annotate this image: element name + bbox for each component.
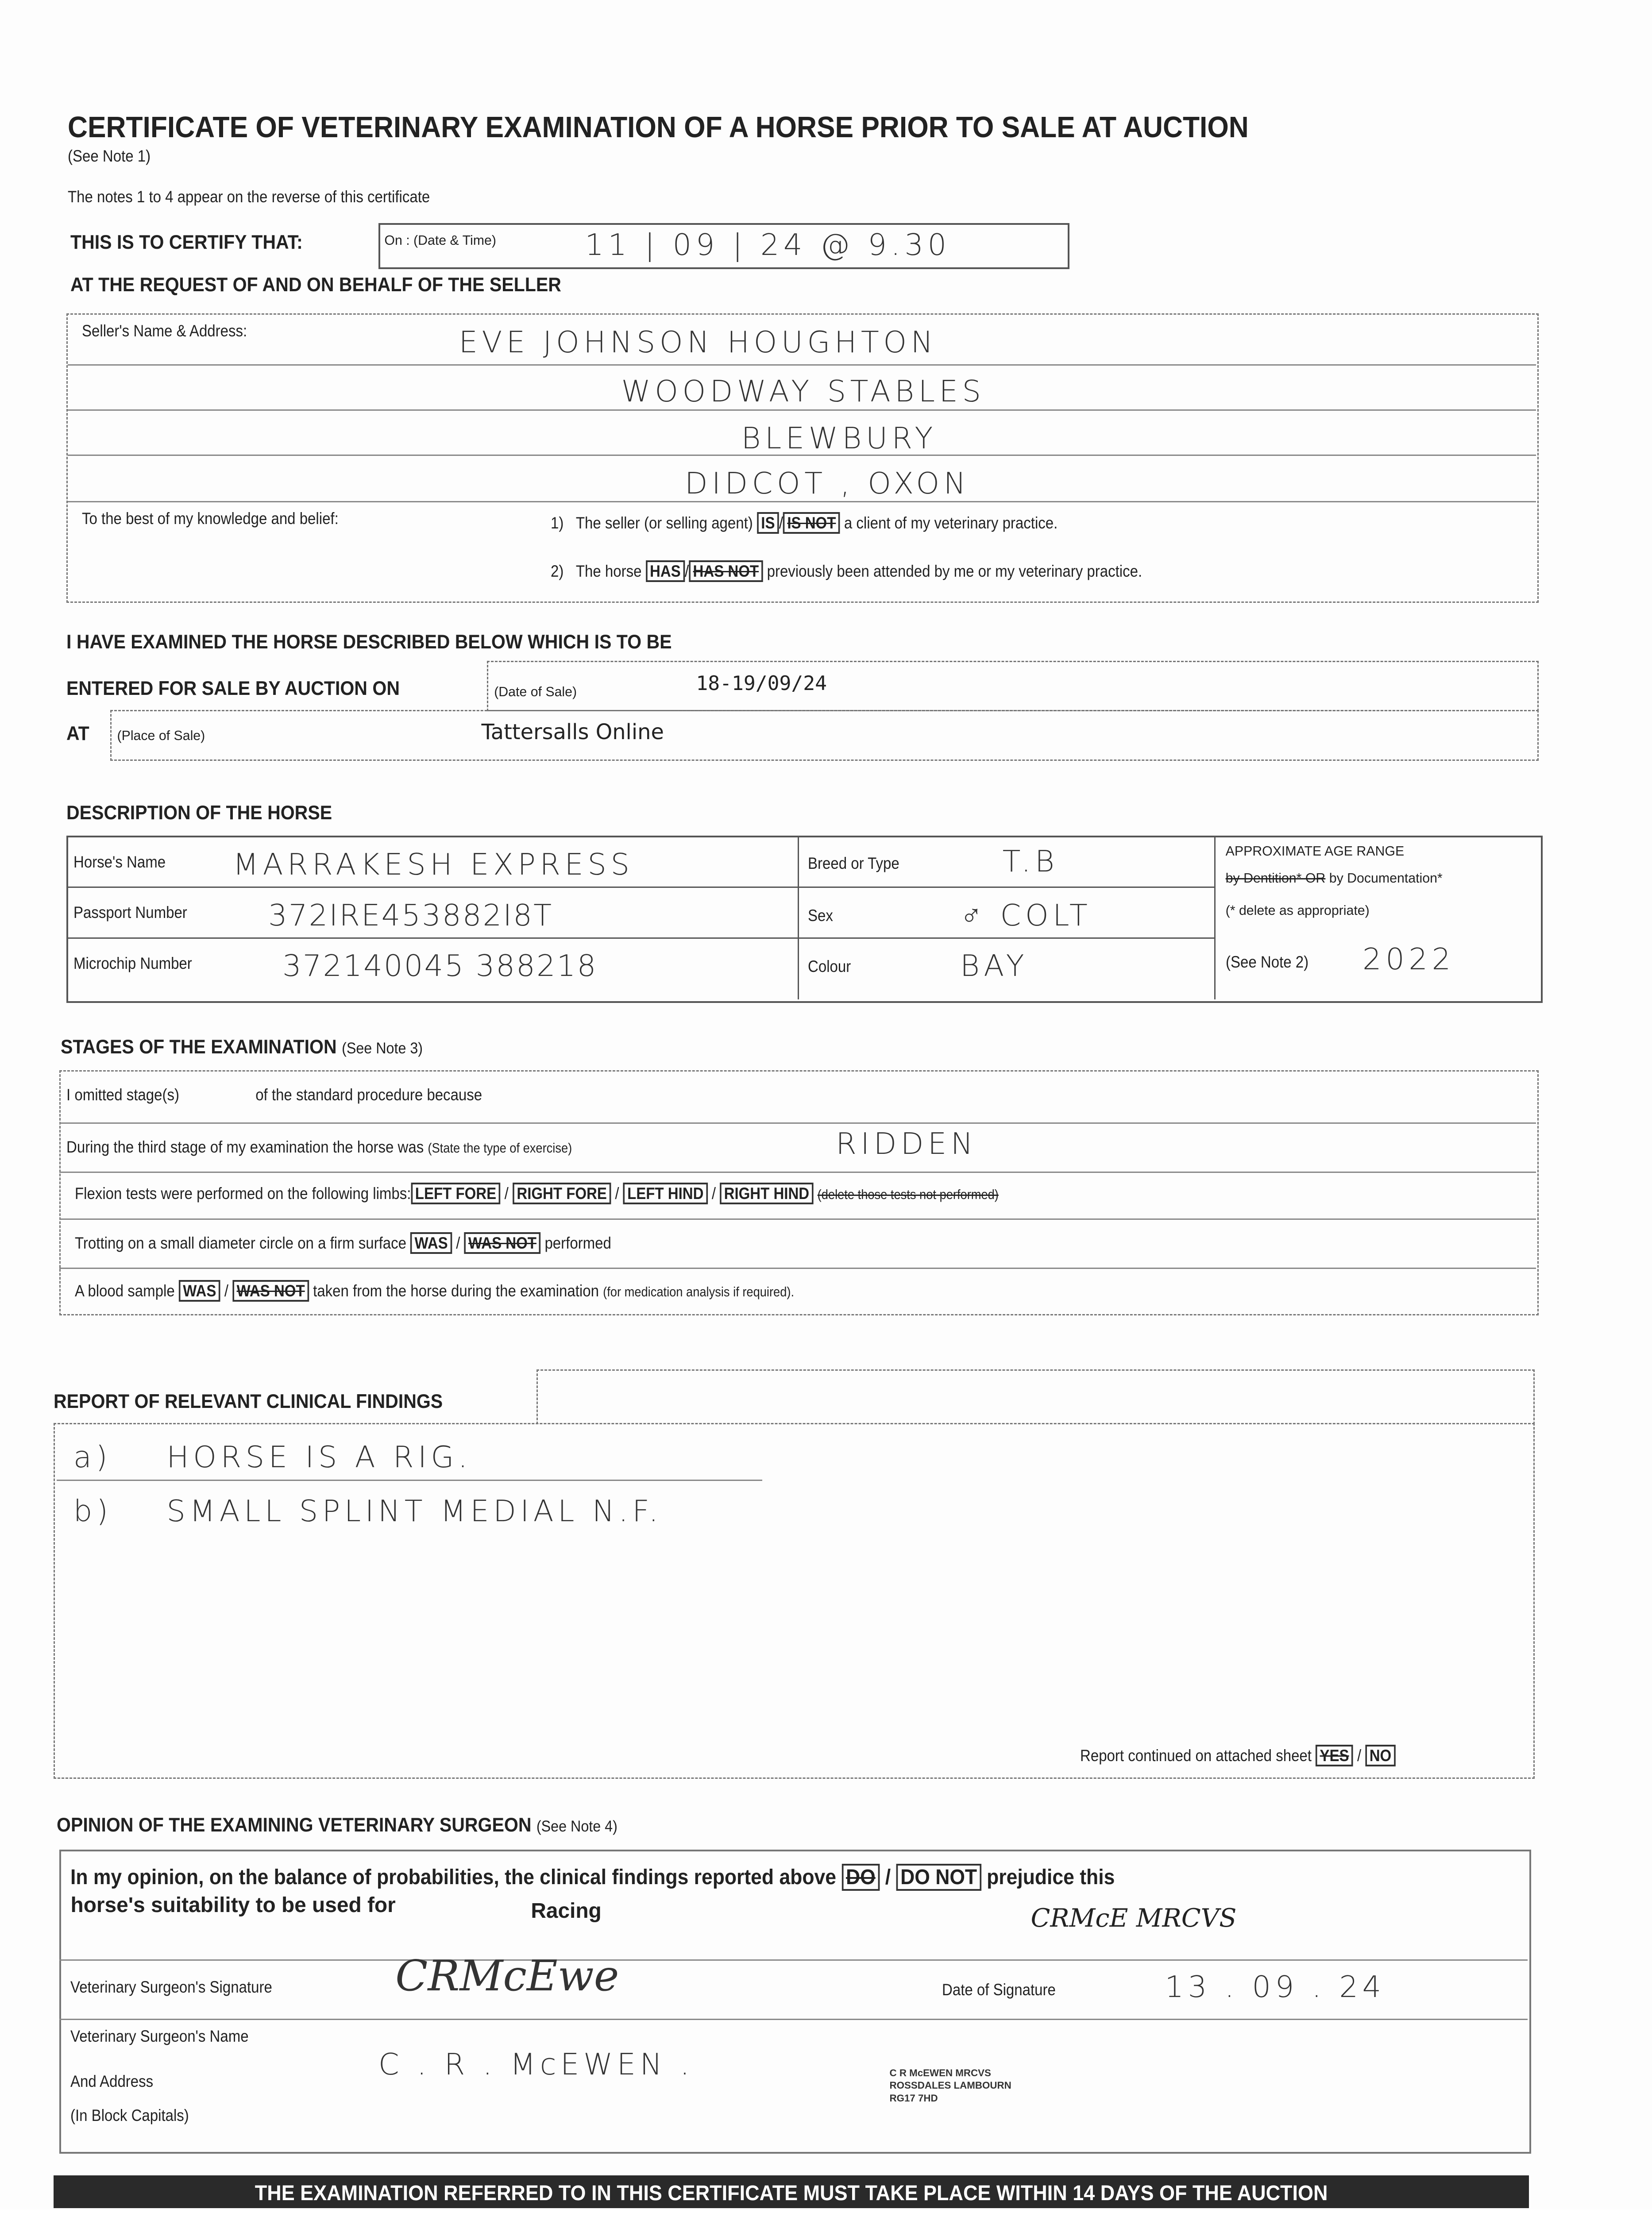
footer-bar (54, 2175, 1529, 2208)
request-label: AT THE REQUEST OF AND ON BEHALF OF THE SELLER (70, 274, 562, 296)
colour-value[interactable]: BAY (960, 948, 1029, 983)
seller-line-4[interactable]: DIDCOT , OXON (685, 466, 970, 501)
stages-heading: STAGES OF THE EXAMINATION (See Note 3) (61, 1036, 423, 1058)
place-of-sale-field[interactable]: (Place of Sale) Tattersalls Online (110, 710, 1539, 760)
passport-value[interactable]: 372IRE453882I8T (268, 898, 553, 933)
trot-row: Trotting on a small diameter circle on a firm surface WAS / WAS NOT performed (75, 1234, 611, 1253)
signature-date[interactable]: 13 . 09 . 24 (1165, 1969, 1386, 2004)
no-option[interactable]: NO (1365, 1745, 1395, 1766)
see-note-1: (See Note 1) (68, 147, 151, 165)
seller-line-2[interactable]: WOODWAY STABLES (621, 374, 985, 409)
seller-line-3[interactable]: BLEWBURY (741, 420, 937, 455)
left-hind-option[interactable]: LEFT HIND (623, 1183, 708, 1204)
certify-label: THIS IS TO CERTIFY THAT: (70, 231, 303, 254)
knowledge-label: To the best of my knowledge and belief: (82, 509, 339, 528)
date-time-label: On : (Date & Time) (384, 233, 496, 248)
knowledge-item-2: 2) The horse HAS / HAS NOT previously been attended by me or my veterinary practice. (551, 562, 1142, 581)
has-not-option[interactable]: HAS NOT (689, 560, 763, 582)
practice-stamp: C R McEWEN MRCVS ROSSDALES LAMBOURN RG17 7HD (889, 2067, 1011, 2104)
at-label: AT (66, 723, 89, 745)
certificate-page: CERTIFICATE OF VETERINARY EXAMINATION OF A HORSE PRIOR TO SALE AT AUCTION (See Note 1) The notes 1 to 4 appear on the reverse of this certificate THIS IS TO CERTIFY THAT: On : (Date & Time) 11 | 09 | 24 @ 9.30 AT THE REQUEST OF AND ON BEHALF OF THE SELLER Seller's Name & Address: EVE JOHNSON HOUGHTON WOODWAY STABLES BLEWBURY DIDCOT , OXON To the best of my knowledge and belief: 1) The seller (or selling agent) IS / IS NOT a client of my veterinary practice. 2) The horse HAS / HAS NOT previously been attended by me or my veterinary practice. I HAVE EXAMINED THE HORSE DESCRIBED BELOW WHICH IS TO BE ENTERED FOR SALE BY AUCTION ON (Date of Sale) 18-19/09/24 AT (Place of Sale) Tattersalls Online DESCRIPTION OF THE HORSE Horse's Name MARRAKESH EXPRESS Passport Number 372IRE453882I8T Microchip Number 372140045 388218 Breed or Type T.B Sex ♂ COLT Colour BAY APPROXIMATE AGE RANGE by Dentition* OR by Documentation* (* delete as appropriate) (See Note 2) 2022 STAGES OF THE EXAMINATION (See Note 3) I omitted stage(s) of the standard procedure because During the third stage of my examination the horse was (State the type of exercise) RIDDEN Flexion tests were performed on the following limbs: LEFT FORE / RIGHT FORE / LEFT HIND / RIGHT HIND (delete those tests not performed) Trotting on a small diameter circle on a firm surface WAS / WAS NOT performed A blood sample WAS / WAS NOT taken from the horse during the examination (for medication analysis if required). REPORT OF RELEVANT CLINICAL FINDINGS a) HORSE IS A RIG. b) SMALL SPLINT MEDIAL N.F. Report continued on attached sheet YES / NO OPINION OF THE EXAMINING VETERINARY SURGEON (See Note 4) In my opinion, on the balance of probabilities, the clinical findings reported above DO / DO NOT prejudice this horse's suitability to be used for Racing CRMcE MRCVS Veterinary Surgeon's Signature CRMcEwe Date of Signature 13 . 09 . 24 Veterinary Surgeon's Name And Address (In Block Capitals) C . R . McEWEN . C R McEWEN MRCVS ROSSDALES LAMBOURN RG17 7HD THE EXAMINATION REFERRED TO IN THIS CERTIFICATE MUST TAKE PLACE WITHIN 14 DAYS OF THE AUCTION (0, 0, 1652, 2209)
knowledge-item-1: 1) The seller (or selling agent) IS / IS NOT a client of my veterinary practice. (551, 514, 1058, 532)
right-hind-option[interactable]: RIGHT HIND (720, 1183, 813, 1204)
footer-text: THE EXAMINATION REFERRED TO IN THIS CERTIFICATE MUST TAKE PLACE WITHIN 14 DAYS OF THE AUCTION (255, 2182, 1328, 2205)
microchip-value[interactable]: 372140045 388218 (282, 948, 598, 983)
report-heading: REPORT OF RELEVANT CLINICAL FINDINGS (54, 1390, 443, 1412)
sale-heading: I HAVE EXAMINED THE HORSE DESCRIBED BELOW WHICH IS TO BE (66, 631, 672, 653)
flexion-row: Flexion tests were performed on the following limbs: LEFT FORE / RIGHT FORE / LEFT HIND / RIGHT HIND (delete those tests not performed) (75, 1184, 999, 1203)
has-option[interactable]: HAS (646, 560, 685, 582)
report-section (54, 1423, 1535, 1778)
yes-option[interactable]: YES (1316, 1745, 1353, 1766)
is-option[interactable]: IS (757, 512, 779, 534)
date-time-field[interactable] (378, 223, 1069, 269)
annotation: CRMcE MRCVS (1031, 1903, 1237, 1933)
seller-label: Seller's Name & Address: (82, 322, 247, 340)
sex-value[interactable]: ♂ COLT (960, 898, 1092, 933)
do-not-option[interactable]: DO NOT (896, 1864, 981, 1891)
page-title: CERTIFICATE OF VETERINARY EXAMINATION OF A HORSE PRIOR TO SALE AT AUCTION (68, 110, 1249, 144)
vet-name-value[interactable]: C . R . McEWEN . (378, 2047, 694, 2082)
sale-heading-2: ENTERED FOR SALE BY AUCTION ON (66, 678, 400, 700)
breed-value[interactable]: T.B (1002, 844, 1059, 879)
finding-b[interactable]: SMALL SPLINT MEDIAL N.F. (166, 1493, 663, 1528)
left-fore-option[interactable]: LEFT FORE (411, 1183, 501, 1204)
right-fore-option[interactable]: RIGHT FORE (513, 1183, 611, 1204)
date-of-sale-field[interactable]: (Date of Sale) 18-19/09/24 (487, 661, 1539, 711)
place-of-sale-value: Tattersalls Online (481, 720, 664, 744)
opinion-heading: OPINION OF THE EXAMINING VETERINARY SURGEON (See Note 4) (56, 1814, 618, 1836)
date-time-value: 11 | 09 | 24 @ 9.30 (585, 227, 951, 262)
date-of-sale-value: 18-19/09/24 (696, 672, 827, 695)
age-value[interactable]: 2022 (1363, 941, 1455, 976)
vet-signature[interactable]: CRMcEwe (395, 1951, 619, 2001)
blood-row: A blood sample WAS / WAS NOT taken from the horse during the examination (for medication analysis if required). (75, 1282, 794, 1300)
notes-line: The notes 1 to 4 appear on the reverse of this certificate (68, 188, 430, 206)
do-option[interactable]: DO (842, 1864, 880, 1891)
horse-name-value[interactable]: MARRAKESH EXPRESS (233, 847, 634, 882)
exercise-value[interactable]: RIDDEN (836, 1126, 977, 1161)
finding-a[interactable]: HORSE IS A RIG. (166, 1440, 472, 1475)
seller-line-1[interactable]: EVE JOHNSON HOUGHTON (459, 324, 938, 359)
use-value[interactable]: Racing (531, 1899, 602, 1923)
description-heading: DESCRIPTION OF THE HORSE (66, 802, 332, 824)
is-not-option[interactable]: IS NOT (783, 512, 840, 534)
report-continued: Report continued on attached sheet YES / NO (1080, 1746, 1396, 1765)
